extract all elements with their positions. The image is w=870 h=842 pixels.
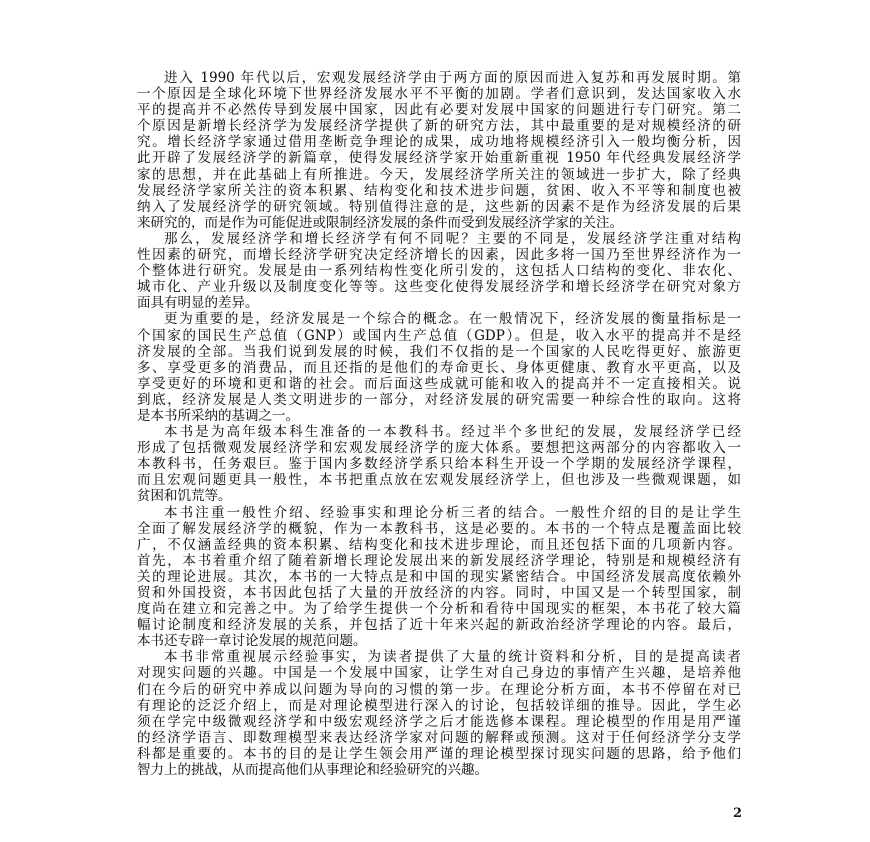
text-line: 多、享受更多的消费品，而且还指的是他们的寿命更长、身体更健康、教育水平更高，以及: [137, 359, 741, 376]
text-line: 更为重要的是，经济发展是一个综合的概念。在一般情况下，经济发展的衡量指标是一: [164, 311, 741, 328]
text-line: 城市化、产业升级以及制度变化等等。这些变化使得发展经济学和增长经济学在研究对象方: [137, 279, 741, 296]
text-line: 形成了包括微观发展经济学和宏观发展经济学的庞大体系。要想把这两部分的内容都收入一: [137, 440, 741, 457]
text-line: 度尚在建立和完善之中。为了给学生提供一个分析和看待中国现实的框架，本书花了较大篇: [137, 601, 741, 618]
text-line: 那么，发展经济学和增长经济学有何不同呢？主要的不同是，发展经济学注重对结构: [164, 230, 741, 247]
text-line: 们在今后的研究中养成以问题为导向的习惯的第一步。在理论分析方面，本书不停留在对已: [137, 681, 741, 698]
body-text: [137, 70, 741, 778]
text-line: 贸和外国投资，本书因此包括了大量的开放经济的内容。同时，中国又是一个转型国家，制: [137, 585, 741, 601]
text-line: 智力上的挑战，从而提高他们从事理论和经验研究的兴趣。: [137, 762, 488, 779]
text-line: 本书是为高年级本科生准备的一本教科书。经过半个多世纪的发展，发展经济学已经: [164, 424, 741, 441]
text-line: 本书非常重视展示经验事实，为读者提供了大量的统计资料和分析，目的是提高读者: [164, 649, 741, 666]
text-line: 发展经济学家所关注的资本积累、结构变化和技术进步问题，贫困、收入不平等和制度也被: [137, 182, 741, 199]
text-line: 幅讨论制度和经济发展的关系，并包括了近十年来兴起的新政治经济学理论的内容。最后，: [137, 617, 741, 634]
text-line: 平的提高并不必然传导到发展中国家，因此有必要对发展中国家的问题进行专门研究。第二: [137, 102, 741, 119]
text-line: 首先，本书着重介绍了随着新增长理论发展出来的新发展经济学理论，特别是和规模经济有: [137, 552, 741, 569]
text-line: 进入 1990 年代以后，宏观发展经济学由于两方面的原因而进入复苏和再发展时期。第: [164, 70, 741, 86]
paragraph-3: [137, 311, 741, 424]
page-number: 2: [733, 806, 743, 821]
text-line: 一个原因是全球化环境下世界经济发展水平不平衡的加剧。学者们意识到，发达国家收入水: [137, 86, 741, 103]
text-line: 的经济学语言、即数理模型来表达经济学家对问题的解释或预测。这对于任何经济学分支学: [137, 729, 741, 746]
text-line: 面具有明显的差异。: [137, 295, 259, 312]
text-line: 家的思想，并在此基础上有所推进。今天，发展经济学所关注的领域进一步扩大，除了经典: [137, 166, 741, 183]
text-line: 是本书所采纳的基调之一。: [137, 407, 299, 424]
text-line: 究。增长经济学家通过借用垄断竞争理论的成果，成功地将规模经济引入一般均衡分析，因: [137, 134, 741, 151]
text-line: 科都是重要的。本书的目的是让学生领会用严谨的理论模型探讨现实问题的思路，给予他们: [137, 745, 741, 762]
text-line: 此开辟了发展经济学的新篇章，使得发展经济学家开始重新重视 1950 年代经典发展经济学: [137, 150, 741, 167]
paragraph-4: [137, 424, 741, 504]
text-line: 广，不仅涵盖经典的资本积累、结构变化和技术进步理论，而且还包括下面的几项新内容。: [137, 536, 741, 553]
text-line: 纳入了发展经济学的研究领域。特别值得注意的是，这些新的因素不是作为经济发展的后果: [137, 198, 741, 215]
text-line: 贫困和饥荒等。: [137, 488, 232, 505]
text-line: 本书还专辟一章讨论发展的规范问题。: [137, 633, 367, 650]
paragraph-2: [137, 231, 741, 311]
text-line: 而且宏观问题更具一般性，本书把重点放在宏观发展经济学上，但也涉及一些微观课题，如: [137, 472, 741, 489]
text-line: 来研究的，而是作为可能促进或限制经济发展的条件而受到发展经济学家的关注。: [137, 214, 623, 231]
text-line: 个原因是新增长经济学为发展经济学提供了新的研究方法，其中最重要的是对规模经济的研: [137, 118, 741, 135]
text-line: 对现实问题的兴趣。中国是一个发展中国家，让学生对自己身边的事情产生兴趣，是培养他: [137, 665, 741, 682]
text-line: 关的理论进展。其次，本书的一大特点是和中国的现实紧密结合。中国经济发展高度依赖外: [137, 568, 741, 585]
text-line: 享受更好的环境和更和谐的社会。而后面这些成就可能和收入的提高并不一定直接相关。说: [137, 375, 741, 392]
text-line: 个整体进行研究。发展是由一系列结构性变化所引发的，这包括人口结构的变化、非农化、: [137, 263, 741, 280]
text-line: 到底，经济发展是人类文明进步的一部分，对经济发展的研究需要一种综合性的取向。这将: [137, 391, 741, 408]
text-line: 有理论的泛泛介绍上，而是对理论模型进行深入的讨论，包括较详细的推导。因此，学生必: [137, 697, 741, 714]
paragraph-5: [137, 505, 741, 650]
text-line: 个国家的国民生产总值（GNP）或国内生产总值（GDP）。但是，收入水平的提高并不是经: [137, 327, 741, 344]
text-line: 全面了解发展经济学的概貌，作为一本教科书，这是必要的。本书的一个特点是覆盖面比较: [137, 520, 741, 537]
text-line: 本教科书，任务艰巨。鉴于国内多数经济学系只给本科生开设一个学期的发展经济学课程，: [137, 456, 741, 473]
text-line: 须在学完中级微观经济学和中级宏观经济学之后才能选修本课程。理论模型的作用是用严谨: [137, 713, 741, 730]
text-line: 本书注重一般性介绍、经验事实和理论分析三者的结合。一般性介绍的目的是让学生: [164, 504, 741, 521]
text-line: 性因素的研究，而增长经济学研究决定经济增长的因素，因此多将一国乃至世界经济作为一: [137, 247, 741, 264]
text-line: 济发展的全部。当我们说到发展的时候，我们不仅指的是一个国家的人民吃得更好、旅游更: [137, 343, 741, 360]
paragraph-1: [137, 70, 741, 231]
paragraph-6: [137, 649, 741, 778]
